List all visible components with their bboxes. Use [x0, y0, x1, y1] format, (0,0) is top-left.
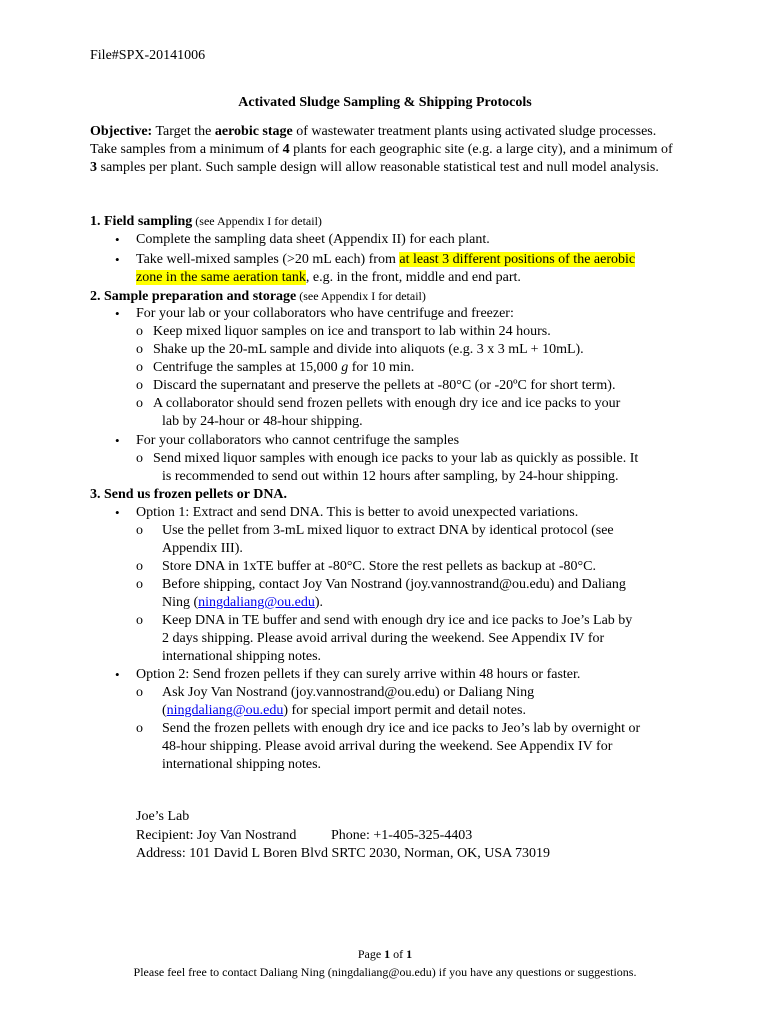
- s3-sub-5-line-1: Ask Joy Van Nostrand (joy.vannostrand@ou.edu) or Daliang Ning: [162, 685, 535, 700]
- address: Address: 101 David L Boren Blvd SRTC 2030, Norman, OK, USA 73019: [136, 846, 550, 861]
- sub-bullet-icon: o: [136, 451, 143, 466]
- s3-sub-5-line-2: (ningdaliang@ou.edu) for special import permit and detail notes.: [162, 703, 526, 718]
- bullet-icon: •: [115, 667, 120, 682]
- s1-bullet-2-line-2: zone in the same aeration tank, e.g. in the front, middle and end part.: [136, 270, 521, 285]
- s2-bullet-1: For your lab or your collaborators who have centrifuge and freezer:: [136, 306, 514, 321]
- lab-name: Joe’s Lab: [136, 809, 190, 824]
- sub-bullet-icon: o: [136, 360, 143, 375]
- s2-sub-6-line-2: is recommended to send out within 12 hours after sampling, by 24-hour shipping.: [162, 469, 619, 484]
- footer-note: Please feel free to contact Daliang Ning (ningdaliang@ou.edu) if you have any questions or suggestions.: [133, 965, 637, 979]
- s3-sub-3-line-1: Before shipping, contact Joy Van Nostrand (joy.vannostrand@ou.edu) and Daliang: [162, 577, 626, 592]
- objective-label: Objective:: [90, 124, 153, 139]
- document-title: Activated Sludge Sampling & Shipping Protocols: [238, 95, 532, 110]
- s3-sub-1-line-2: Appendix III).: [162, 541, 243, 556]
- s2-sub-5-line-2: lab by 24-hour or 48-hour shipping.: [162, 414, 363, 429]
- sub-bullet-icon: o: [136, 577, 143, 592]
- highlight: at least 3 different positions of the aerobic: [399, 252, 636, 267]
- sub-bullet-icon: o: [136, 523, 143, 538]
- bullet-icon: •: [115, 232, 120, 247]
- s3-sub-6-line-3: international shipping notes.: [162, 757, 322, 772]
- sub-bullet-icon: o: [136, 721, 143, 736]
- s3-sub-4-line-1: Keep DNA in TE buffer and send with enough dry ice and ice packs to Joe’s Lab by: [162, 613, 633, 628]
- s3-option-2: Option 2: Send frozen pellets if they can surely arrive within 48 hours or faster.: [136, 667, 581, 682]
- s2-sub-1: Keep mixed liquor samples on ice and transport to lab within 24 hours.: [153, 324, 551, 339]
- section-2-heading: 2. Sample preparation and storage (see Appendix I for detail): [90, 289, 426, 304]
- s3-sub-4-line-2: 2 days shipping. Please avoid arrival during the weekend. See Appendix IV for: [162, 631, 605, 646]
- objective-paragraph: Objective: Target the aerobic stage of wastewater treatment plants using activated sludge processes. Take samples from a minimum of 4 plants for each geographic site (e.g. a large city), and a minimum of 3 samples per plant. Such sample design will allow reasonable statistical test and null model analysis.: [90, 124, 673, 175]
- sub-bullet-icon: o: [136, 685, 143, 700]
- page-number: Page 1 of 1: [357, 947, 413, 961]
- bullet-icon: •: [115, 433, 120, 448]
- s2-sub-6-line-1: Send mixed liquor samples with enough ice packs to your lab as quickly as possible. It: [153, 451, 639, 466]
- s3-sub-3-line-2: Ning (ningdaliang@ou.edu).: [162, 595, 324, 610]
- s3-sub-6-line-1: Send the frozen pellets with enough dry ice and ice packs to Jeo’s lab by overnight or: [162, 721, 641, 736]
- sub-bullet-icon: o: [136, 324, 143, 339]
- s2-sub-3: Centrifuge the samples at 15,000 g for 10 min.: [153, 360, 415, 375]
- s3-sub-6-line-2: 48-hour shipping. Please avoid arrival during the weekend. See Appendix IV for: [162, 739, 613, 754]
- s3-sub-2: Store DNA in 1xTE buffer at -80°C. Store the rest pellets as backup at -80°C.: [162, 559, 596, 574]
- s3-sub-1-line-1: Use the pellet from 3-mL mixed liquor to extract DNA by identical protocol (see: [162, 523, 614, 538]
- email-link[interactable]: ningdaliang@ou.edu: [198, 595, 315, 610]
- s1-bullet-1: Complete the sampling data sheet (Appendix II) for each plant.: [136, 232, 490, 247]
- s2-sub-5-line-1: A collaborator should send frozen pellets with enough dry ice and ice packs to your: [153, 396, 621, 411]
- bullet-icon: •: [115, 505, 120, 520]
- bullet-icon: •: [115, 306, 120, 321]
- sub-bullet-icon: o: [136, 342, 143, 357]
- highlight: zone in the same aeration tank: [136, 270, 306, 285]
- s1-bullet-2-line-1: Take well-mixed samples (>20 mL each) from at least 3 different positions of the aerobic: [136, 252, 636, 267]
- section-1-heading: 1. Field sampling (see Appendix I for detail): [90, 214, 322, 229]
- s3-sub-4-line-3: international shipping notes.: [162, 649, 322, 664]
- s2-bullet-2: For your collaborators who cannot centrifuge the samples: [136, 433, 460, 448]
- sub-bullet-icon: o: [136, 613, 143, 628]
- s2-sub-2: Shake up the 20-mL sample and divide into aliquots (e.g. 3 x 3 mL + 10mL).: [153, 342, 584, 357]
- s2-sub-4: Discard the supernatant and preserve the pellets at -80°C (or -20ºC for short term).: [153, 378, 616, 393]
- sub-bullet-icon: o: [136, 396, 143, 411]
- bullet-icon: •: [115, 252, 120, 267]
- sub-bullet-icon: o: [136, 559, 143, 574]
- section-3-heading: 3. Send us frozen pellets or DNA.: [90, 487, 288, 502]
- email-link[interactable]: ningdaliang@ou.edu: [166, 703, 284, 718]
- recipient: Recipient: Joy Van Nostrand: [136, 828, 297, 843]
- s3-option-1: Option 1: Extract and send DNA. This is better to avoid unexpected variations.: [136, 505, 579, 520]
- sub-bullet-icon: o: [136, 378, 143, 393]
- phone: Phone: +1-405-325-4403: [331, 828, 473, 843]
- file-id: File#SPX-20141006: [90, 48, 206, 63]
